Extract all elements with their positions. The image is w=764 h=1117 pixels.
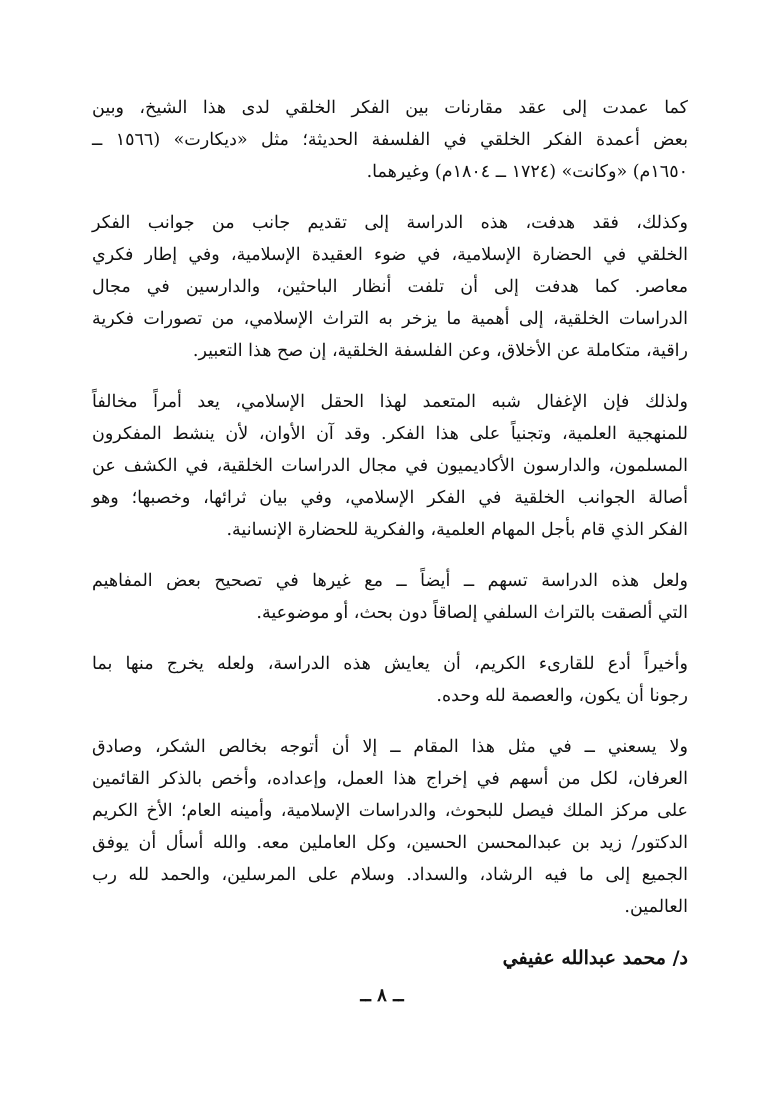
paragraph-finally [92, 648, 688, 712]
page-number: ــ ٨ ــ [360, 985, 404, 1006]
document-page [92, 92, 688, 974]
text-line: الدراسات الخلقية، إلى أهمية ما يزخر به التراث الإسلامي، من تصورات فكرية [92, 309, 688, 329]
text-line: الدكتور/ زيد بن عبدالمحسن الحسين، وكل العاملين معه. والله أسأل أن يوفق [92, 833, 688, 853]
text-line: المسلمون، والدارسون الأكاديميون في مجال الدراسات الخلقية، في الكشف عن [92, 456, 688, 476]
text-line: بعض أعمدة الفكر الخلقي في الفلسفة الحديثة؛ مثل «ديكارت» (١٥٦٦ ــ [92, 130, 689, 150]
paragraph-goals [92, 207, 688, 367]
text-line: وكذلك، فقد هدفت، هذه الدراسة إلى تقديم جانب من جوانب الفكر [92, 213, 688, 233]
paragraph-thanks [92, 731, 688, 923]
author-signature: د/ محمد عبدالله عفيفي [502, 947, 688, 969]
text-line: العرفان، لكل من أسهم في إخراج هذا العمل، وإعداده، وأخص بالذكر القائمين [92, 769, 688, 789]
text-line: على مركز الملك فيصل للبحوث، والدراسات الإسلامية، وأمينه العام؛ الأخ الكريم [92, 801, 688, 821]
text-line: التي ألصقت بالتراث السلفي إلصاقاً دون بحث، أو موضوعية. [256, 603, 688, 623]
text-line: الخلقي في الحضارة الإسلامية، في ضوء العقيدة الإسلامية، وفي إطار فكري [92, 245, 688, 265]
text-line: ولذلك فإن الإغفال شبه المتعمد لهذا الحقل الإسلامي، يعد أمراً مخالفاً [92, 392, 688, 412]
text-line: للمنهجية العلمية، وتجنياً على هذا الفكر. وقد آن الأوان، لأن ينشط المفكرون [92, 424, 688, 444]
text-line: وأخيراً أدع للقارىء الكريم، أن يعايش هذه الدراسة، ولعله يخرج منها بما [92, 654, 688, 674]
text-line: العالمين. [624, 897, 688, 917]
text-line: الجميع إلى ما فيه الرشاد، والسداد. وسلام على المرسلين، والحمد لله رب [92, 865, 688, 885]
paragraph-correction [92, 565, 688, 629]
text-line: ١٦٥٠م) «وكانت» (١٧٢٤ ــ ١٨٠٤م) وغيرهما. [366, 162, 688, 182]
paragraph-comparisons [92, 92, 688, 188]
text-line: ولا يسعني ــ في مثل هذا المقام ــ إلا أن أتوجه بخالص الشكر، وصادق [92, 737, 688, 757]
paragraph-neglect [92, 386, 688, 546]
text-line: معاصر. كما هدفت إلى أن تلفت أنظار الباحثين، والدارسين في مجال [92, 277, 688, 297]
text-line: كما عمدت إلى عقد مقارنات بين الفكر الخلقي لدى هذا الشيخ، وبين [92, 98, 688, 118]
text-line: راقية، متكاملة عن الأخلاق، وعن الفلسفة الخلقية، إن صح هذا التعبير. [192, 341, 688, 361]
text-line: رجونا أن يكون، والعصمة لله وحده. [436, 686, 688, 706]
text-line: أصالة الجوانب الخلقية في الفكر الإسلامي، وفي بيان ثرائها، وخصبها؛ وهو [92, 488, 688, 508]
text-line: ولعل هذه الدراسة تسهم ــ أيضاً ــ مع غيرها في تصحيح بعض المفاهيم [92, 571, 688, 591]
text-line: الفكر الذي قام بأجل المهام العلمية، والفكرية للحضارة الإنسانية. [226, 520, 688, 540]
